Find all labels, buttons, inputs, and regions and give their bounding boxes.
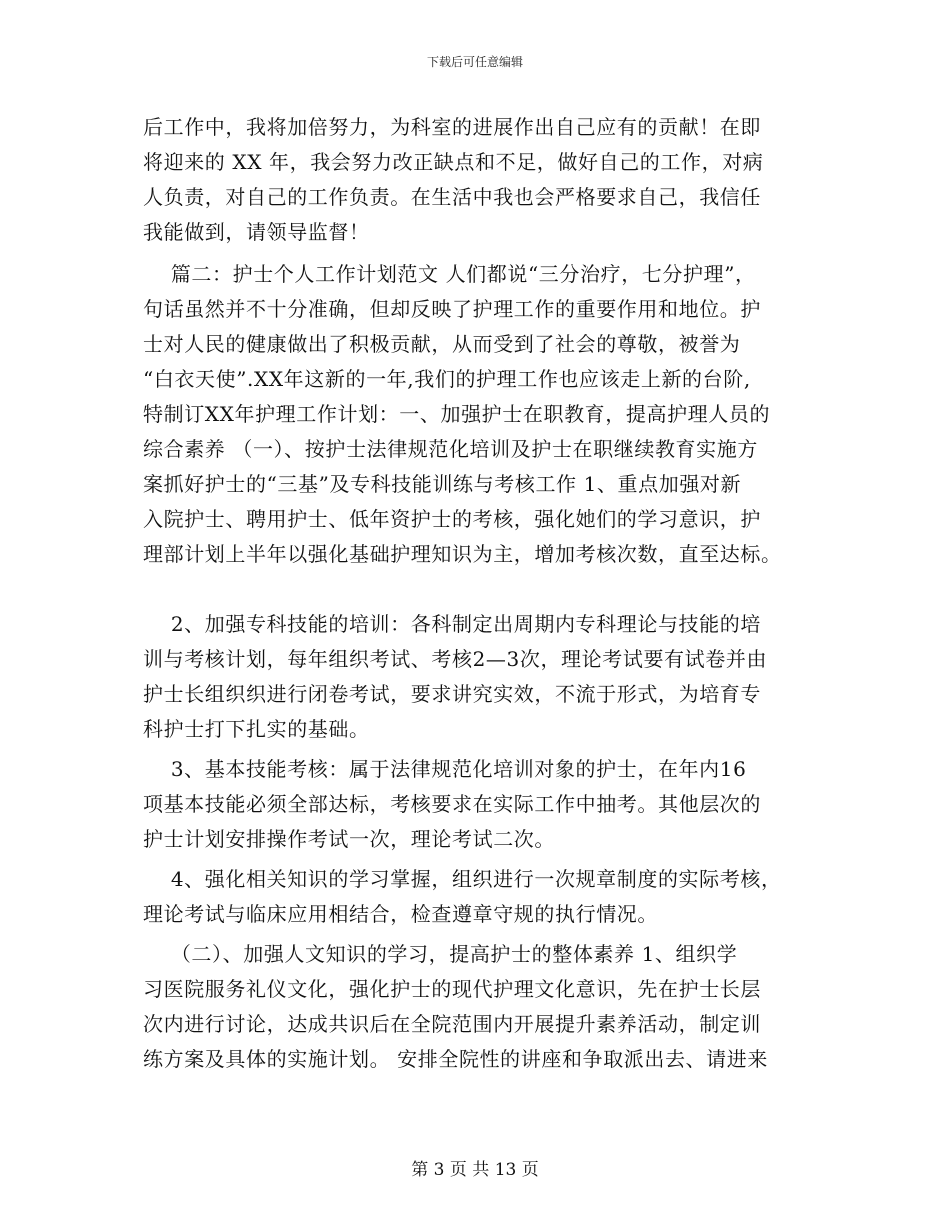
text-line: 句话虽然并不十分准确，但却反映了护理工作的重要作用和地位。护	[143, 297, 761, 321]
text-line: 3、基本技能考核：属于法律规范化培训对象的护士，在年内16	[143, 757, 747, 781]
page-header: 下载后可任意编辑	[426, 55, 523, 69]
text-line: 士对人民的健康做出了积极贡献，从而受到了社会的尊敬，被誉为	[143, 332, 741, 356]
text-line: 训与考核计划，每年组织考试、考核2—3次，理论考试要有试卷并由	[143, 647, 768, 671]
text-line: 理论考试与临床应用相结合，检查遵章守规的执行情况。	[143, 902, 658, 926]
text-line: 案抓好护士的“三基”及专科技能训练与考核工作 1、重点加强对新	[143, 472, 742, 496]
text-line: “白衣天使”.XX年这新的一年,我们的护理工作也应该走上新的台阶,	[143, 367, 751, 391]
text-line: 人负责，对自己的工作负责。在生活中我也会严格要求自己，我信任	[143, 185, 761, 209]
text-line: 我能做到，请领导监督！	[143, 220, 370, 244]
text-line: 练方案及具体的实施计划。 安排全院性的讲座和争取派出去、请进来	[143, 1047, 768, 1071]
text-line: 护士长组织织进行闭卷考试，要求讲究实效，不流于形式，为培育专	[143, 682, 761, 706]
text-line: 入院护士、聘用护士、低年资护士的考核，强化她们的学习意识，护	[143, 507, 761, 531]
text-line: 项基本技能必须全部达标，考核要求在实际工作中抽考。其他层次的	[143, 792, 761, 816]
text-line: 科护士打下扎实的基础。	[143, 717, 370, 741]
text-line: 综合素养 （一）、按护士法律规范化培训及护士在职继续教育实施方	[143, 437, 758, 461]
text-line: 2、加强专科技能的培训：各科制定出周期内专科理论与技能的培	[143, 612, 761, 636]
text-line: 理部计划上半年以强化基础护理知识为主，增加考核次数，直至达标。	[143, 542, 782, 566]
text-line: 将迎来的 XX 年，我会努力改正缺点和不足，做好自己的工作，对病	[143, 150, 764, 174]
text-line: 特制订XX年护理工作计划：一、加强护士在职教育，提高护理人员的	[143, 402, 771, 426]
text-line: 次内进行讨论，达成共识后在全院范围内开展提升素养活动，制定训	[143, 1012, 761, 1036]
text-line: 后工作中，我将加倍努力，为科室的进展作出自己应有的贡献！在即	[143, 115, 761, 139]
text-line: 习医院服务礼仪文化，强化护士的现代护理文化意识，先在护士长层	[143, 977, 761, 1001]
page-footer: 第 3 页 共 13 页	[411, 1160, 539, 1180]
text-line: 4、强化相关知识的学习掌握，组织进行一次规章制度的实际考核，	[143, 867, 782, 891]
text-line: 护士计划安排操作考试一次，理论考试二次。	[143, 827, 555, 851]
text-line: （二）、加强人文知识的学习，提高护士的整体素养 1、组织学	[143, 942, 738, 966]
text-line: 篇二：护士个人工作计划范文 人们都说“三分治疗，七分护理”，	[143, 262, 756, 286]
